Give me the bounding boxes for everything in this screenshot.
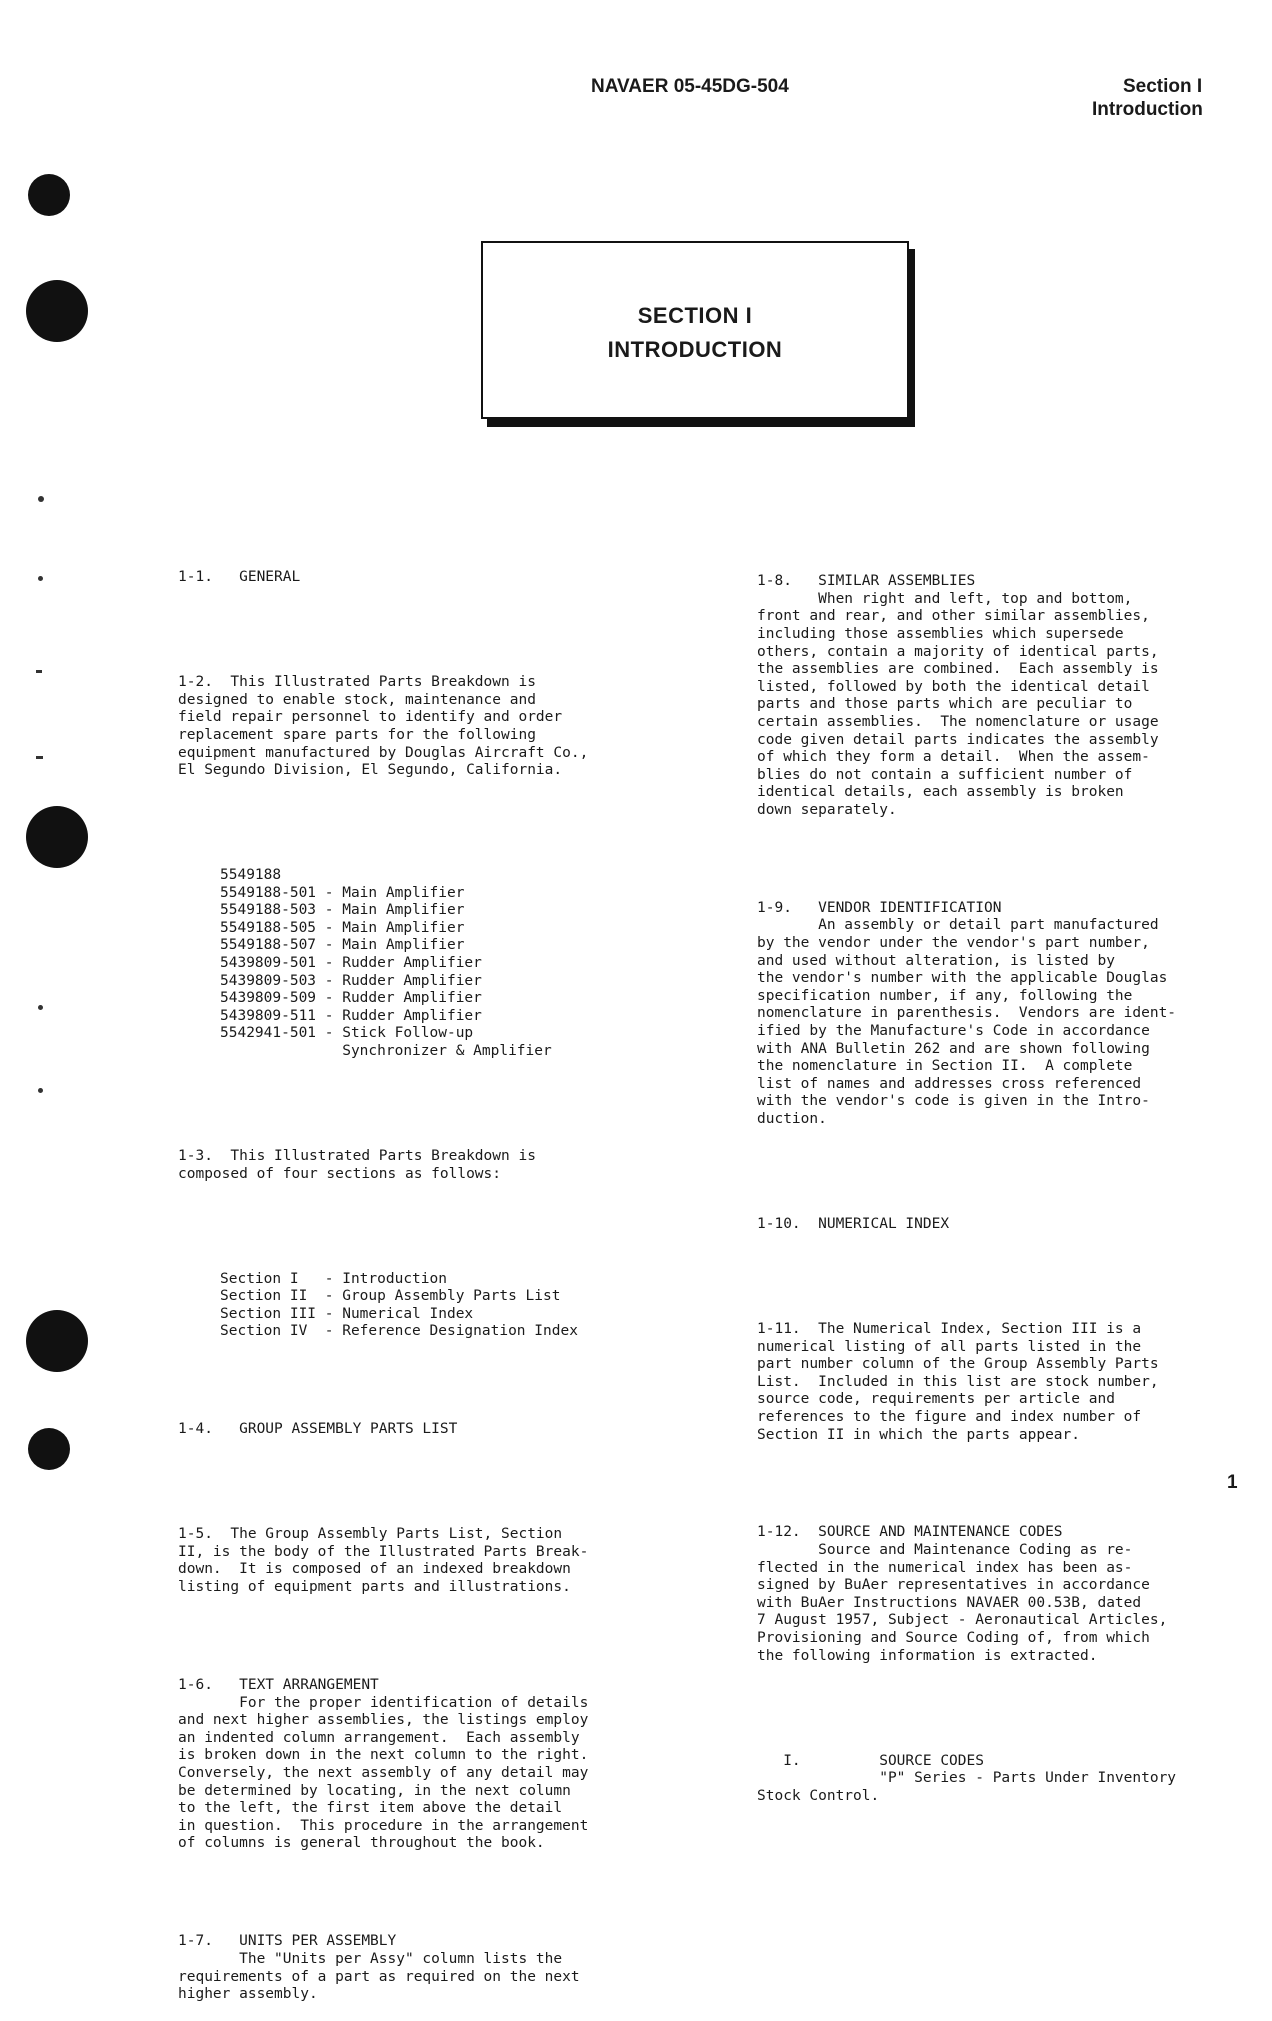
- binder-hole: [26, 1310, 88, 1372]
- paragraph-1-6: 1-6. TEXT ARRANGEMENT For the proper identification of details and next higher assemblies, the listings employ an indented column arrangement. Each assembly is broken down in the next column to the right. Conversely, the next assembly of any detail may be determined by locating, in the next column to the left, the first item above the detail in question. This procedure in the arrangement of columns is general throughout the book.: [178, 1677, 589, 1852]
- paragraph-1-4: 1-4. GROUP ASSEMBLY PARTS LIST: [178, 1421, 458, 1438]
- paragraph-1-12: 1-12. SOURCE AND MAINTENANCE CODES Source and Maintenance Coding as re- flected in the numerical index has been as- signed by BuAer representatives in accordance with BuAer Instructions NAVAER 00.53B, dated 7 August 1957, Subject - Aeronautical Articles, Provisioning and Source Coding of, from which the following information is extracted.: [757, 1524, 1168, 1664]
- margin-mark: [38, 496, 44, 502]
- document-number: NAVAER 05-45DG-504: [591, 76, 789, 97]
- binder-hole: [26, 280, 88, 342]
- title-line-introduction: INTRODUCTION: [607, 337, 783, 362]
- paragraph-1-10: 1-10. NUMERICAL INDEX: [757, 1215, 950, 1232]
- binder-hole: [28, 174, 70, 216]
- margin-mark: [38, 1005, 43, 1010]
- margin-mark: [38, 1088, 43, 1093]
- margin-mark: [36, 756, 43, 759]
- source-codes: I. SOURCE CODES "P" Series - Parts Under Inventory Stock Control.: [757, 1752, 1177, 1804]
- title-line-section: SECTION I: [637, 303, 753, 328]
- paragraph-1-3: 1-3. This Illustrated Parts Breakdown is composed of four sections as follows:: [178, 1148, 536, 1182]
- sections-list: Section I - Introduction Section II - Group Assembly Parts List Section III - Numerical Index Section IV - Reference Designation Index: [220, 1270, 578, 1340]
- section-title-box: [481, 241, 909, 419]
- binder-hole: [26, 806, 88, 868]
- section-label: Section I: [1123, 76, 1203, 97]
- paragraph-1-5: 1-5. The Group Assembly Parts List, Section II, is the body of the Illustrated Parts Break- down. It is composed of an indexed breakdown listing of equipment parts and illustrations.: [178, 1526, 589, 1596]
- margin-mark: [38, 576, 43, 581]
- paragraph-1-8: 1-8. SIMILAR ASSEMBLIES When right and left, top and bottom, front and rear, and other similar assemblies, including those assemblies which supersede others, contain a majority of identical parts, the assemblies are combined. Each assembly is listed, followed by both the identical detail parts and those parts which are peculiar to certain assemblies. The nomenclature or usage code given detail parts indicates the assembly of which they form a detail. When the assem- blies do not contain a sufficient number of identical details, each assembly is broken down separately.: [757, 573, 1159, 818]
- paragraph-1-11: 1-11. The Numerical Index, Section III is a numerical listing of all parts listed in the part number column of the Group Assembly Parts List. Included in this list are stock number, source code, requirements per article and references to the figure and index number of Section II in which the parts appear.: [757, 1320, 1159, 1443]
- binder-hole: [28, 1428, 70, 1470]
- paragraph-1-1: 1-1. GENERAL: [178, 569, 301, 586]
- left-column: [178, 534, 648, 2021]
- paragraph-1-9: 1-9. VENDOR IDENTIFICATION An assembly or detail part manufactured by the vendor under the vendor's part number, and used without alteration, is listed by the vendor's number with the applicable Douglas specification number, if any, following the nomenclature in parenthesis. Vendors are ident- ified by the Manufacture's Code in accordance with ANA Bulletin 262 and are shown following the nomenclature in Section II. A complete list of names and addresses cross referenced with the vendor's code is given in the Intro- duction.: [757, 899, 1177, 1127]
- paragraph-1-2: 1-2. This Illustrated Parts Breakdown is designed to enable stock, maintenance and field repair personnel to identify and order replacement spare parts for the following equipment manufactured by Douglas Aircraft Co., El Segundo Division, El Segundo, California.: [178, 674, 589, 779]
- margin-mark: [36, 670, 42, 673]
- paragraph-1-7: 1-7. UNITS PER ASSEMBLY The "Units per Assy" column lists the requirements of a part as required on the next higher assembly.: [178, 1933, 580, 2003]
- equipment-list: 5549188 5549188-501 - Main Amplifier 5549188-503 - Main Amplifier 5549188-505 - Main Amplifier 5549188-507 - Main Amplifier 5439809-501 - Rudder Amplifier 5439809-503 - Rudder Amplifier 5439809-509 - Rudder Amplifier 5439809-511 - Rudder Amplifier 5542941-501 - Stick Follow-up Synchronizer & Amplifier: [220, 867, 552, 1060]
- page-number: 1: [1227, 1472, 1238, 1493]
- section-title-header: Introduction: [1092, 99, 1203, 120]
- right-column: [757, 538, 1227, 1823]
